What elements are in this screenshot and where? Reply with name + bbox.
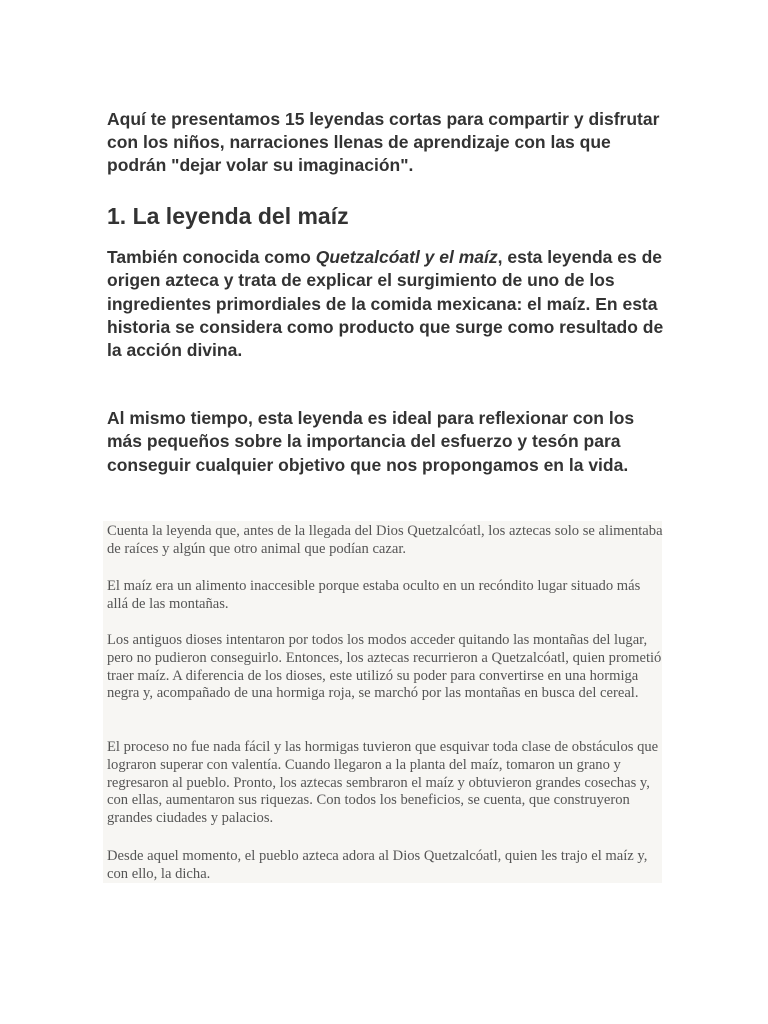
section-heading: 1. La leyenda del maíz	[107, 203, 349, 229]
story-box	[103, 521, 662, 883]
description-text-after: , esta leyenda es de origen azteca y trata de explicar el surgimiento de uno de los ingredientes primordiales de la comida mexicana: el maíz. En esta historia se considera como producto que surge como resultado de la acción divina.	[107, 247, 664, 361]
story-paragraph: El maíz era un alimento inaccesible porque estaba oculto en un recóndito lugar situado más allá de las montañas.	[107, 578, 641, 612]
story-paragraph: Cuenta la leyenda que, antes de la llegada del Dios Quetzalcóatl, los aztecas solo se alimentaba de raíces y algún que otro animal que podían cazar.	[107, 523, 663, 557]
story-paragraph: El proceso no fue nada fácil y las hormigas tuvieron que esquivar toda clase de obstáculos que lograron superar con valentía. Cuando llegaron a la planta del maíz, tomaron un grano y regresaron al pueblo. Pronto, los aztecas sembraron el maíz y obtuvieron grandes cosechas y, con ellas, aumentaron sus riquezas. Con todos los beneficios, se cuenta, que construyeron grandes ciudades y palacios.	[107, 739, 659, 827]
description-text-before: También conocida como	[107, 247, 316, 267]
story-paragraph: Los antiguos dioses intentaron por todos los modos acceder quitando las montañas del lugar, pero no pudieron conseguirlo. Entonces, los aztecas recurrieron a Quetzalcóatl, quien prometió traer maíz. A diferencia de los dioses, este utilizó su poder para convertirse en una hormiga negra y, acompañado de una hormiga roja, se marchó por las montañas en busca del cereal.	[107, 632, 662, 702]
description-paragraph	[107, 246, 667, 362]
intro-paragraph: Aquí te presentamos 15 leyendas cortas para compartir y disfrutar con los niños, narraciones llenas de aprendizaje con las que podrán "dejar volar su imaginación".	[107, 109, 660, 175]
story-paragraph: Desde aquel momento, el pueblo azteca adora al Dios Quetzalcóatl, quien les trajo el maíz y, con ello, la dicha.	[107, 848, 648, 882]
legend-alt-title: Quetzalcóatl y el maíz	[315, 247, 498, 267]
reflection-paragraph: Al mismo tiempo, esta leyenda es ideal para reflexionar con los más pequeños sobre la importancia del esfuerzo y tesón para conseguir cualquier objetivo que nos propongamos en la vida.	[107, 408, 635, 475]
